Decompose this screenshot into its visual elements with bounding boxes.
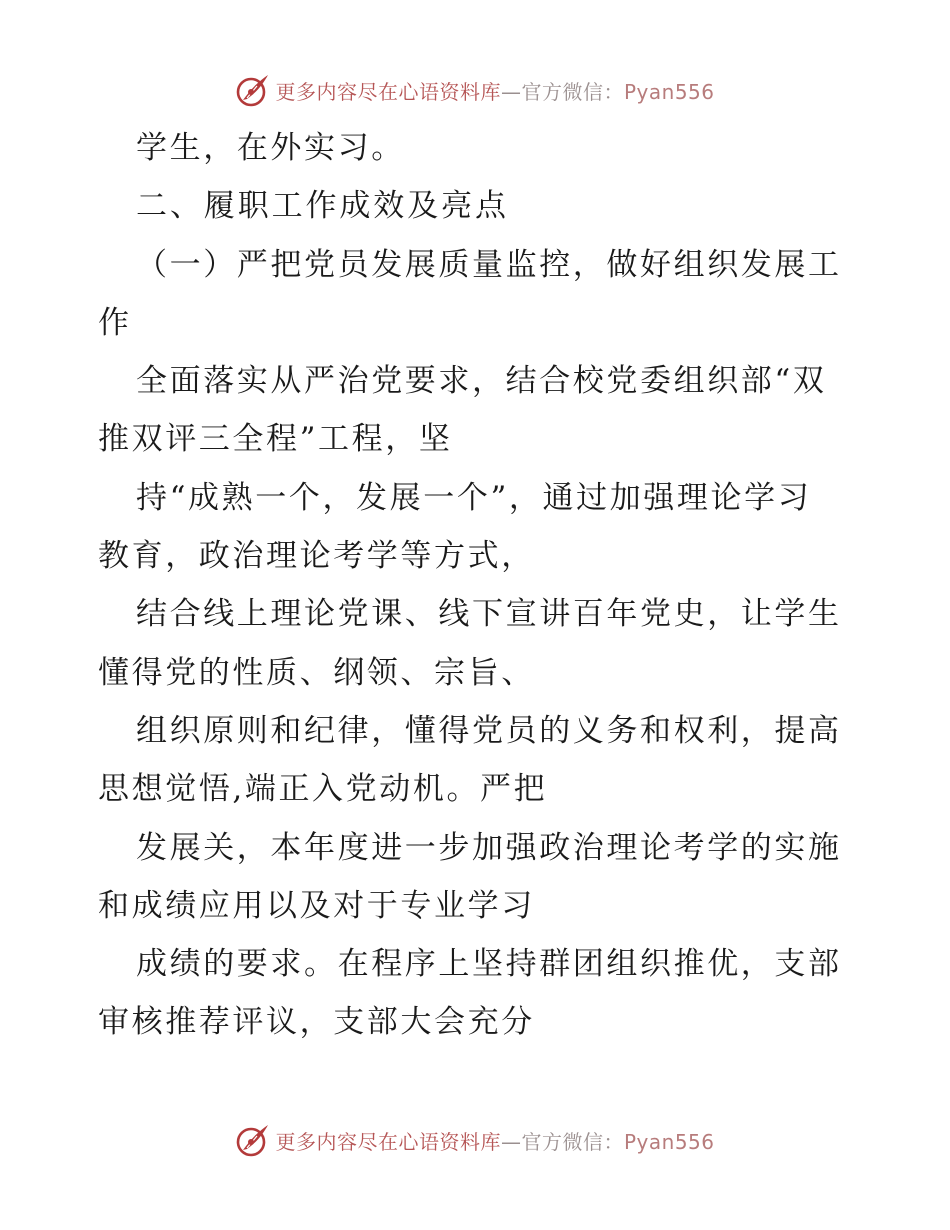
body-line: 推双评三全程”工程，坚 bbox=[98, 421, 453, 458]
body-line: 全面落实从严治党要求，结合校党委组织部“双 bbox=[136, 363, 827, 400]
footer-brand-text: 更多内容尽在心语资料库 bbox=[275, 1129, 501, 1154]
header-wechat-label: 官方微信： bbox=[521, 79, 624, 104]
header-banner-inner bbox=[235, 72, 714, 108]
body-line: 发展关，本年度进一步加强政治理论考学的实施 bbox=[136, 829, 842, 866]
body-line: 审核推荐评议，支部大会充分 bbox=[98, 1004, 535, 1041]
header-banner bbox=[0, 70, 950, 110]
body-line: 和成绩应用以及对于专业学习 bbox=[98, 887, 535, 924]
body-line: 结合线上理论党课、线下宣讲百年党史，让学生 bbox=[136, 596, 842, 633]
header-wechat-id: Pyan556 bbox=[623, 79, 715, 104]
section-heading: 二、履职工作成效及亮点 bbox=[136, 188, 509, 225]
subsection-heading-continued: 作 bbox=[98, 304, 132, 341]
body-line: 思想觉悟,端正入党动机。严把 bbox=[98, 771, 548, 808]
footer-banner-inner bbox=[235, 1122, 714, 1158]
body-line: 学生，在外实习。 bbox=[136, 130, 405, 166]
quill-logo-icon bbox=[235, 1122, 271, 1158]
header-brand-text: 更多内容尽在心语资料库 bbox=[275, 79, 501, 104]
quill-logo-icon bbox=[235, 72, 271, 108]
header-banner-text bbox=[275, 76, 714, 105]
subsection-heading: （一）严把党员发展质量监控，做好组织发展工 bbox=[136, 246, 842, 283]
footer-wechat-id: Pyan556 bbox=[623, 1129, 715, 1154]
footer-banner-text bbox=[275, 1126, 714, 1155]
body-line: 成绩的要求。在程序上坚持群团组织推优，支部 bbox=[136, 946, 842, 983]
document-body bbox=[98, 119, 858, 1052]
header-dash: — bbox=[500, 79, 522, 104]
body-line: 持“成熟一个，发展一个”，通过加强理论学习 bbox=[136, 479, 812, 516]
body-line: 懂得党的性质、纲领、宗旨、 bbox=[98, 654, 535, 691]
body-line: 教育，政治理论考学等方式， bbox=[98, 538, 535, 575]
footer-banner bbox=[0, 1120, 950, 1160]
body-line: 组织原则和纪律，懂得党员的义务和权利，提高 bbox=[136, 712, 842, 749]
footer-dash: — bbox=[500, 1129, 522, 1154]
footer-wechat-label: 官方微信： bbox=[521, 1129, 624, 1154]
